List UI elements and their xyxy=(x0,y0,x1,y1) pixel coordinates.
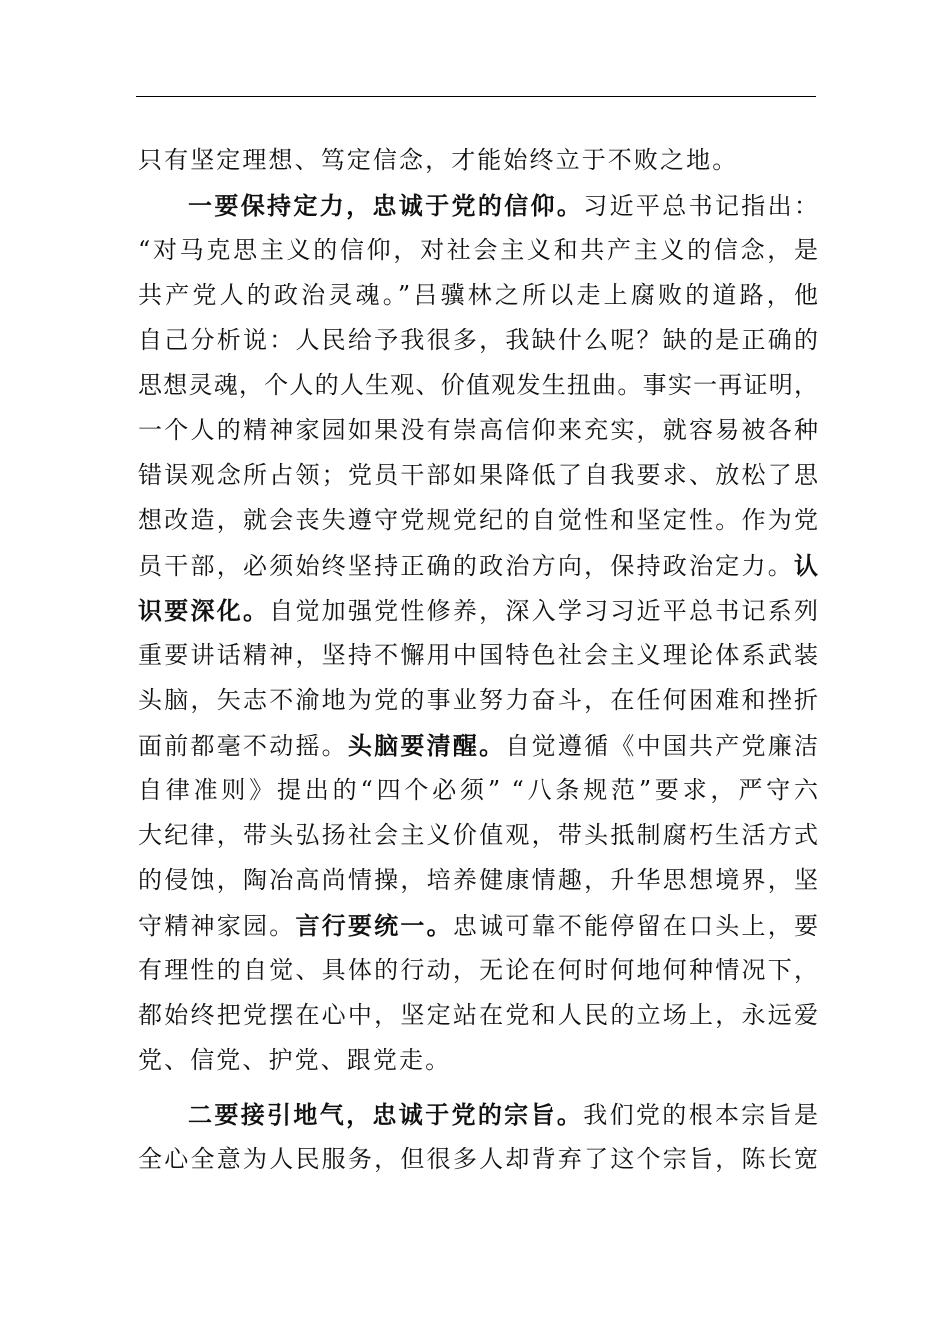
text-run: 习近平总书记指出： xyxy=(583,192,818,220)
text-run: 只有坚定理想、笃定信念，才能始终立于不败之地。 xyxy=(138,146,739,174)
text-line xyxy=(138,858,818,903)
paragraph-heading-line xyxy=(138,1092,818,1137)
subheading-run: 识要深化。 xyxy=(138,596,270,625)
text-line xyxy=(138,228,818,273)
text-line xyxy=(138,273,818,318)
text-run: 自律准则》提出的“四个必须” “八条规范”要求，严守六 xyxy=(138,776,818,804)
text-run: 共产党人的政治灵魂。”吕骥林之所以走上腐败的道路，他 xyxy=(138,281,818,309)
text-run: 的侵蚀，陶冶高尚情操，培养健康情趣，升华思想境界，坚 xyxy=(138,866,818,894)
header-rule xyxy=(136,96,816,97)
text-run: 全心全意为人民服务，但很多人却背弃了这个宗旨，陈长宽 xyxy=(138,1145,818,1173)
heading-run: 二要接引地气，忠诚于党的宗旨。 xyxy=(188,1100,584,1129)
text-line xyxy=(138,948,818,993)
subheading-run: 认 xyxy=(794,551,818,580)
text-run: 思想灵魂，个人的人生观、价值观发生扭曲。事实一再证明， xyxy=(138,371,818,399)
document-body xyxy=(138,138,818,1182)
text-run: 错误观念所占领；党员干部如果降低了自我要求、放松了思 xyxy=(138,461,818,489)
text-line xyxy=(138,363,818,408)
text-run: 头脑，矢志不渝地为党的事业努力奋斗，在任何困难和挫折 xyxy=(138,686,818,714)
text-line xyxy=(138,633,818,678)
text-line xyxy=(138,453,818,498)
paragraph-gap xyxy=(138,1083,818,1092)
text-line xyxy=(138,543,818,588)
text-run: 自觉遵循《中国共产党廉洁 xyxy=(505,732,818,760)
text-run: 守精神家园。 xyxy=(138,912,296,940)
text-line xyxy=(138,768,818,813)
text-line xyxy=(138,138,818,183)
text-run: 大纪律，带头弘扬社会主义价值观，带头抵制腐朽生活方式 xyxy=(138,821,818,849)
text-line xyxy=(138,723,818,768)
text-run: 自觉加强党性修养，深入学习习近平总书记系列 xyxy=(269,597,818,625)
text-line xyxy=(138,678,818,723)
text-run: 面前都毫不动摇。 xyxy=(138,732,348,760)
text-run: 自己分析说：人民给予我很多，我缺什么呢？缺的是正确的 xyxy=(138,326,818,354)
text-run: 重要讲话精神，坚持不懈用中国特色社会主义理论体系武装 xyxy=(138,641,818,669)
text-line xyxy=(138,498,818,543)
paragraph-heading-line xyxy=(138,183,818,228)
subheading-run: 言行要统一。 xyxy=(295,911,453,940)
text-line xyxy=(138,1038,818,1083)
text-run: 党、信党、护党、跟党走。 xyxy=(138,1046,452,1074)
text-line xyxy=(138,408,818,453)
subheading-run: 头脑要清醒。 xyxy=(347,731,506,760)
text-run: 有理性的自觉、具体的行动，无论在何时何地何种情况下， xyxy=(138,956,818,984)
text-line xyxy=(138,813,818,858)
text-run: 我们党的根本宗旨是 xyxy=(583,1101,818,1129)
text-run: “对马克思主义的信仰，对社会主义和共产主义的信念，是 xyxy=(138,236,818,264)
text-run: 想改造，就会丧失遵守党规党纪的自觉性和坚定性。作为党 xyxy=(138,506,818,534)
text-line xyxy=(138,993,818,1038)
text-run: 忠诚可靠不能停留在口头上，要 xyxy=(452,912,818,940)
text-line xyxy=(138,1137,818,1182)
text-run: 一个人的精神家园如果没有崇高信仰来充实，就容易被各种 xyxy=(138,416,818,444)
text-line xyxy=(138,588,818,633)
text-line xyxy=(138,903,818,948)
text-run: 都始终把党摆在心中，坚定站在党和人民的立场上，永远爱 xyxy=(138,1001,818,1029)
text-line xyxy=(138,318,818,363)
heading-run: 一要保持定力，忠诚于党的信仰。 xyxy=(188,191,584,220)
text-run: 员干部，必须始终坚持正确的政治方向，保持政治定力。 xyxy=(138,552,794,580)
